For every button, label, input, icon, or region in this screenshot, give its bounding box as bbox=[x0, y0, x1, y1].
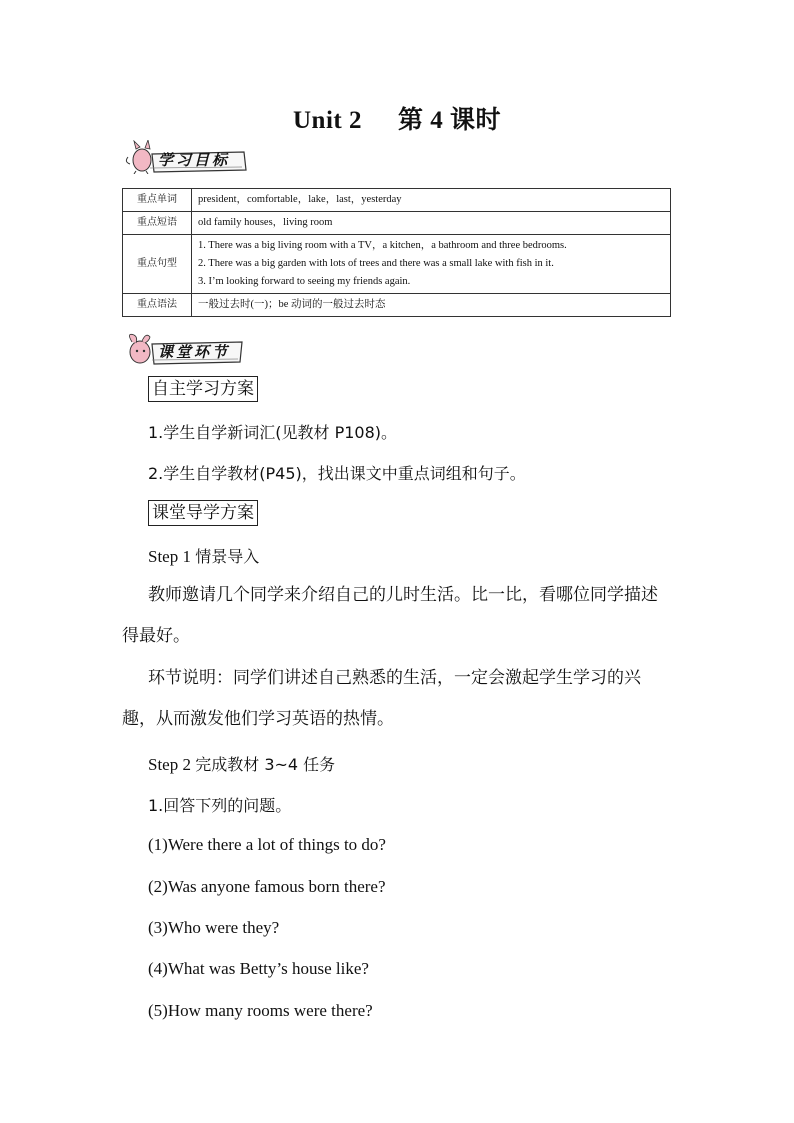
lesson-title: 第 4 课时 bbox=[397, 107, 501, 134]
goal-line: president，comfortable，lake，last，yesterday bbox=[198, 194, 402, 205]
page-title bbox=[0, 100, 794, 136]
table-row bbox=[123, 212, 671, 235]
list-item: 2.学生自学教材(P45)，找出课文中重点词组和句子。 bbox=[148, 464, 526, 483]
goal-key-phrases: 重点短语 bbox=[123, 212, 192, 235]
goal-key-sentences: 重点句型 bbox=[123, 235, 192, 294]
paragraph-explanation: 环节说明：同学们讲述自己熟悉的生活，一定会激起学生学习的兴趣，从而激发他们学习英语的热情。 bbox=[122, 668, 641, 729]
table-row bbox=[123, 189, 671, 212]
goals-table bbox=[122, 188, 671, 317]
goal-line: 1. There was a big living room with a TV，a kitchen，a bathroom and three bedrooms. bbox=[198, 240, 567, 251]
banner-goals bbox=[122, 140, 247, 174]
goal-line: 2. There was a big garden with lots of trees and there was a small lake with fish in it. bbox=[198, 258, 554, 269]
section-heading-class-guide: 课堂导学方案 bbox=[148, 500, 258, 526]
goal-value-grammar bbox=[192, 294, 671, 317]
step2-heading: Step 2 完成教材 3~4 任务 bbox=[148, 755, 336, 774]
question-item: (2)Was anyone famous born there? bbox=[148, 877, 386, 896]
goal-key-grammar: 重点语法 bbox=[123, 294, 192, 317]
question-item: (4)What was Betty’s house like? bbox=[148, 959, 369, 978]
goal-value-words bbox=[192, 189, 671, 212]
banner-class bbox=[122, 332, 247, 366]
question-item: (5)How many rooms were there? bbox=[148, 1001, 373, 1020]
section-heading-self-study: 自主学习方案 bbox=[148, 376, 258, 402]
goal-value-sentences bbox=[192, 235, 671, 294]
step1-heading: Step 1 情景导入 bbox=[148, 547, 260, 566]
goal-line: 一般过去时(一)；be 动词的一般过去时态 bbox=[198, 299, 386, 310]
goal-line: old family houses，living room bbox=[198, 217, 333, 228]
banner-class-label: 课堂环节 bbox=[158, 343, 231, 361]
paragraph-intro: 教师邀请几个同学来介绍自己的儿时生活。比一比，看哪位同学描述得最好。 bbox=[122, 585, 658, 646]
goal-line: 3. I’m looking forward to seeing my friends again. bbox=[198, 276, 411, 287]
list-item: 1.学生自学新词汇(见教材 P108)。 bbox=[148, 423, 398, 442]
unit-title: Unit 2 bbox=[293, 107, 362, 134]
goal-value-phrases bbox=[192, 212, 671, 235]
question-intro: 1.回答下列的问题。 bbox=[148, 796, 292, 815]
table-row bbox=[123, 235, 671, 294]
table-row bbox=[123, 294, 671, 317]
banner-goals-label: 学习目标 bbox=[158, 151, 231, 169]
question-item: (3)Who were they? bbox=[148, 918, 280, 937]
question-item: (1)Were there a lot of things to do? bbox=[148, 835, 386, 854]
goal-key-words: 重点单词 bbox=[123, 189, 192, 212]
